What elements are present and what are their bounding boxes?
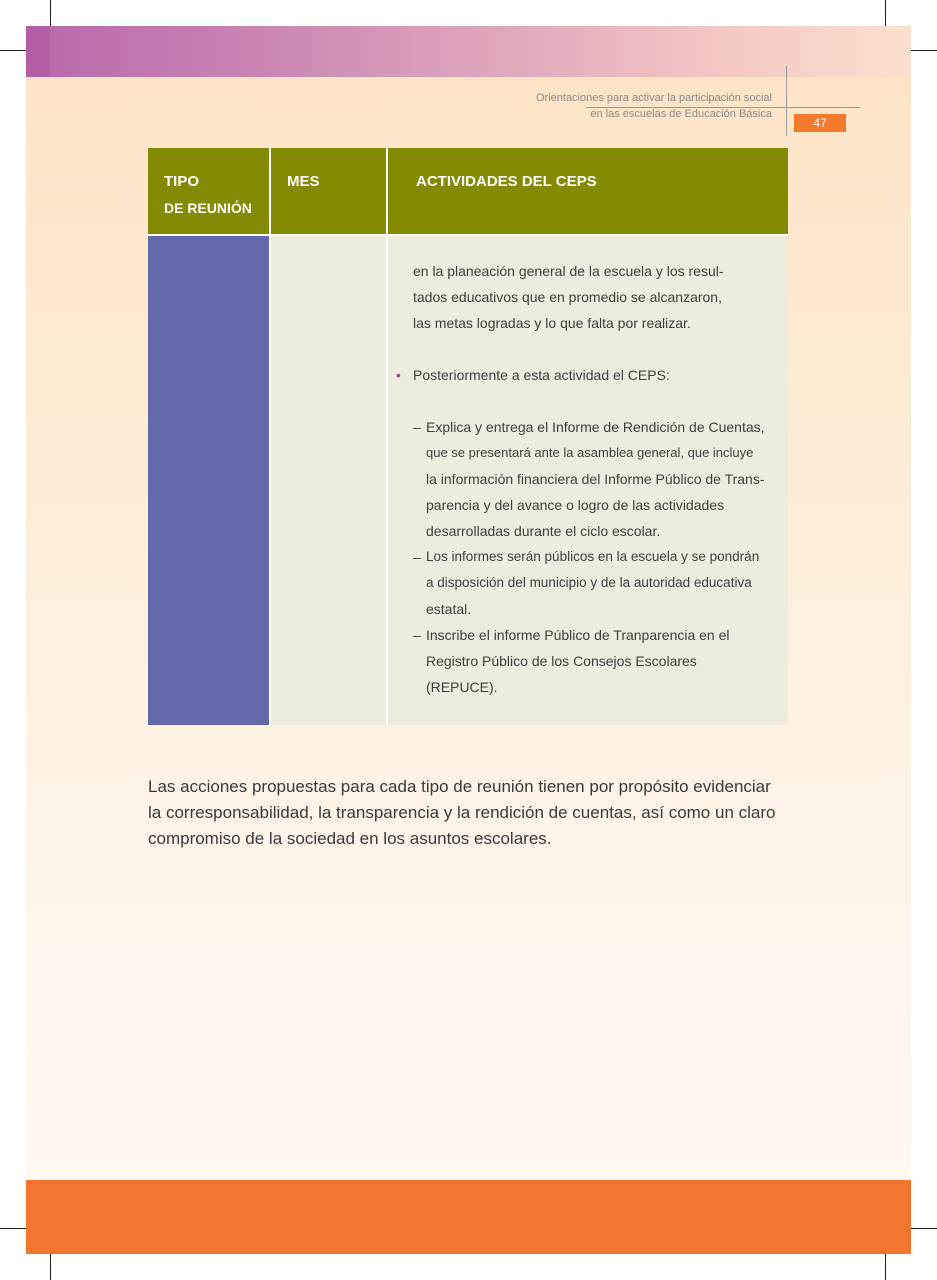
dash-item-line: Explica y entrega el Informe de Rendición de Cuentas, xyxy=(426,419,765,435)
dash-mark: – xyxy=(413,627,421,643)
actividades-cell xyxy=(387,235,788,725)
intro-line: en la planeación general de la escuela y los resul- xyxy=(413,263,724,279)
top-color-band xyxy=(26,26,911,77)
dash-item-line: Registro Público de los Consejos Escolares xyxy=(426,653,697,669)
running-header-line-1: Orientaciones para activar la participación social xyxy=(535,92,772,104)
crop-mark xyxy=(50,1254,51,1280)
header-rule-horizontal xyxy=(586,107,860,108)
column-header-tipo xyxy=(148,148,270,235)
crop-mark xyxy=(885,0,886,26)
dash-item-line: desarrolladas durante el ciclo escolar. xyxy=(426,523,661,539)
header-rule-vertical xyxy=(786,66,787,136)
table-header-row xyxy=(148,148,788,235)
dash-mark: – xyxy=(413,419,421,435)
bullet-item xyxy=(396,362,778,388)
body-paragraph xyxy=(148,774,793,852)
column-header-mes: MES xyxy=(270,148,387,235)
crop-mark xyxy=(0,1228,26,1229)
document-page xyxy=(26,26,911,1254)
dash-item-line: parencia y del avance o logro de las actividades xyxy=(426,497,725,513)
dash-item-line: (REPUCE). xyxy=(426,679,498,695)
crop-mark xyxy=(911,50,937,51)
dash-item-line: la información financiera del Informe Público de Trans- xyxy=(426,471,765,487)
mes-cell xyxy=(270,235,387,725)
meeting-activities-table xyxy=(148,148,788,725)
dash-mark: – xyxy=(413,549,421,565)
intro-line: las metas logradas y lo que falta por realizar. xyxy=(413,315,691,331)
running-header xyxy=(392,90,772,122)
dash-list-item xyxy=(413,544,778,622)
dash-item-line: Los informes serán públicos en la escuela y se pondrán xyxy=(426,549,760,564)
dash-item-line: estatal. xyxy=(426,601,472,617)
page-number: 47 xyxy=(794,114,846,132)
table-row xyxy=(148,235,788,725)
column-header-actividades: ACTIVIDADES DEL CEPS xyxy=(387,148,788,235)
crop-mark xyxy=(0,50,26,51)
bottom-color-band xyxy=(26,1180,911,1254)
running-header-line-2: en las escuelas de Educación Básica xyxy=(590,108,772,120)
dash-item-line: que se presentará ante la asamblea general, que incluye xyxy=(426,445,754,460)
dash-list-item xyxy=(413,622,778,700)
body-line: Las acciones propuestas para cada tipo de reunión tienen por propósito evidenciar xyxy=(148,777,771,796)
bullet-text: Posteriormente a esta actividad el CEPS: xyxy=(413,367,670,383)
crop-mark xyxy=(885,1254,886,1280)
top-band-edge xyxy=(26,26,50,77)
crop-mark xyxy=(911,1228,937,1229)
dash-item-line: a disposición del municipio y de la autoridad educativa xyxy=(426,575,752,590)
bullet-dot-icon: • xyxy=(396,367,401,383)
body-line: compromiso de la sociedad en los asuntos escolares. xyxy=(148,829,552,848)
column-header-tipo-line-1: TIPO xyxy=(164,173,200,190)
intro-line: tados educativos que en promedio se alcanzaron, xyxy=(413,289,722,305)
dash-list-item xyxy=(413,414,778,544)
column-header-tipo-line-2: DE REUNIÓN xyxy=(164,200,252,216)
dash-item-line: Inscribe el informe Público de Tranparencia en el xyxy=(426,627,730,643)
body-line: la corresponsabilidad, la transparencia y la rendición de cuentas, así como un claro xyxy=(148,803,776,822)
tipo-cell xyxy=(148,235,270,725)
